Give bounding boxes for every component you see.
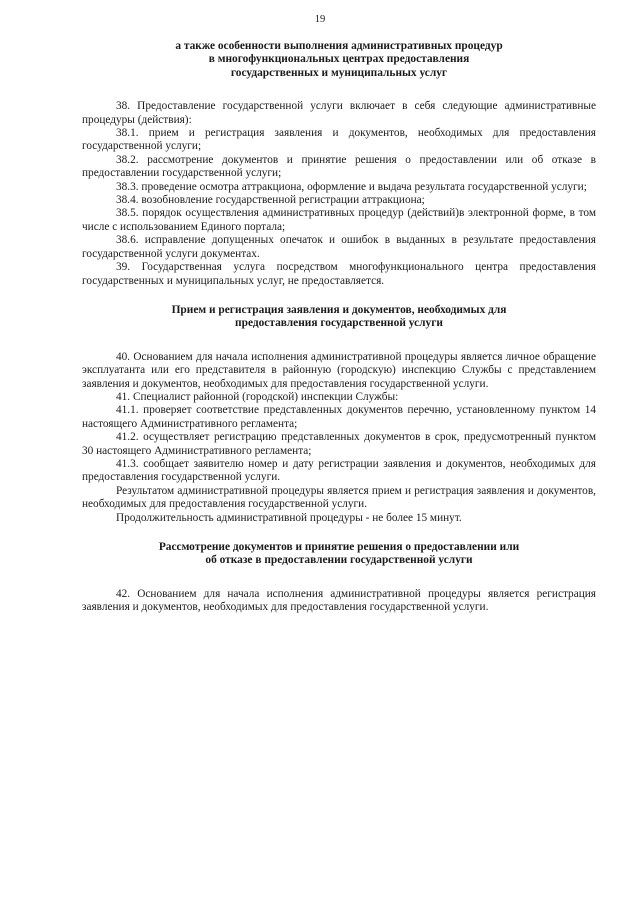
paragraph-duration: Продолжительность административной процедуры - не более 15 минут.	[116, 511, 462, 524]
paragraph-38-4: 38.4. возобновление государственной регистрации аттракциона;	[116, 194, 425, 207]
section-admin-procedures	[82, 100, 596, 288]
section-heading-review	[82, 541, 596, 568]
heading-line: Рассмотрение документов и принятие решения о предоставлении или	[158, 541, 520, 553]
document-body	[82, 40, 596, 615]
paragraph-41-3: 41.3. сообщает заявителю номер и дату регистрации заявления и документов, необходимых для предоставления государственной услуги.	[82, 457, 596, 484]
heading-line: Прием и регистрация заявления и документов, необходимых для	[171, 303, 507, 316]
paragraph-38-1: 38.1. прием и регистрация заявления и документов, необходимых для предоставления государственной услуги;	[82, 127, 596, 153]
heading-line: государственных и муниципальных услуг	[230, 66, 448, 79]
paragraph-41-1: 41.1. проверяет соответствие представленных документов перечню, установленному пунктом 14 настоящего Административного регламента;	[82, 404, 596, 430]
heading-line: об отказе в предоставлении государственной услуги	[205, 554, 473, 567]
paragraph-result: Результатом административной процедуры является прием и регистрация заявления и документов, необходимых для предоставления государственной услуги.	[82, 484, 596, 511]
paragraph-41-2: 41.2. осуществляет регистрацию представленных документов в срок, предусмотренный пунктом 30 настоящего Административного регламента;	[82, 431, 596, 457]
page-number: 19	[314, 14, 326, 25]
paragraph-38-6: 38.6. исправление допущенных опечаток и ошибок в выданных в результате предоставления государственной услуги документах.	[82, 234, 596, 260]
paragraph-41: 41. Специалист районной (городской) инспекции Службы:	[116, 390, 399, 403]
paragraph-39: 39. Государственная услуга посредством многофункционального центра предоставления государственных и муниципальных услуг, не предоставляется.	[82, 261, 596, 287]
heading-line: в многофункциональных центрах предоставления	[208, 53, 470, 66]
section-review	[82, 588, 596, 615]
section-heading-reception	[82, 304, 596, 331]
section-heading-mfc	[82, 40, 596, 80]
paragraph-40: 40. Основанием для начала исполнения административной процедуры является личное обращение эксплуатанта или его представителя в районную (городскую) инспекцию Службы с представлением заявления и документов, необходимых для предоставления государственной услуги.	[82, 350, 596, 390]
paragraph-42: 42. Основанием для начала исполнения административной процедуры является регистрация заявления и документов, необходимых для предоставления государственной услуги.	[82, 587, 596, 614]
paragraph-38-3: 38.3. проведение осмотра аттракциона, оформление и выдача результата государственной услуги;	[116, 180, 587, 193]
paragraph-38-5: 38.5. порядок осуществления административных процедур (действий)в электронной форме, в том числе с использованием Единого портала;	[82, 207, 596, 233]
heading-line: а также особенности выполнения административных процедур	[175, 40, 503, 52]
section-reception	[82, 351, 596, 525]
heading-line: предоставления государственной услуги	[235, 317, 443, 330]
paragraph-38-2: 38.2. рассмотрение документов и принятие решения о предоставлении или об отказе в предоставлении государственной услуги;	[82, 153, 596, 180]
paragraph-38: 38. Предоставление государственной услуги включает в себя следующие административные процедуры (действия):	[82, 100, 596, 126]
